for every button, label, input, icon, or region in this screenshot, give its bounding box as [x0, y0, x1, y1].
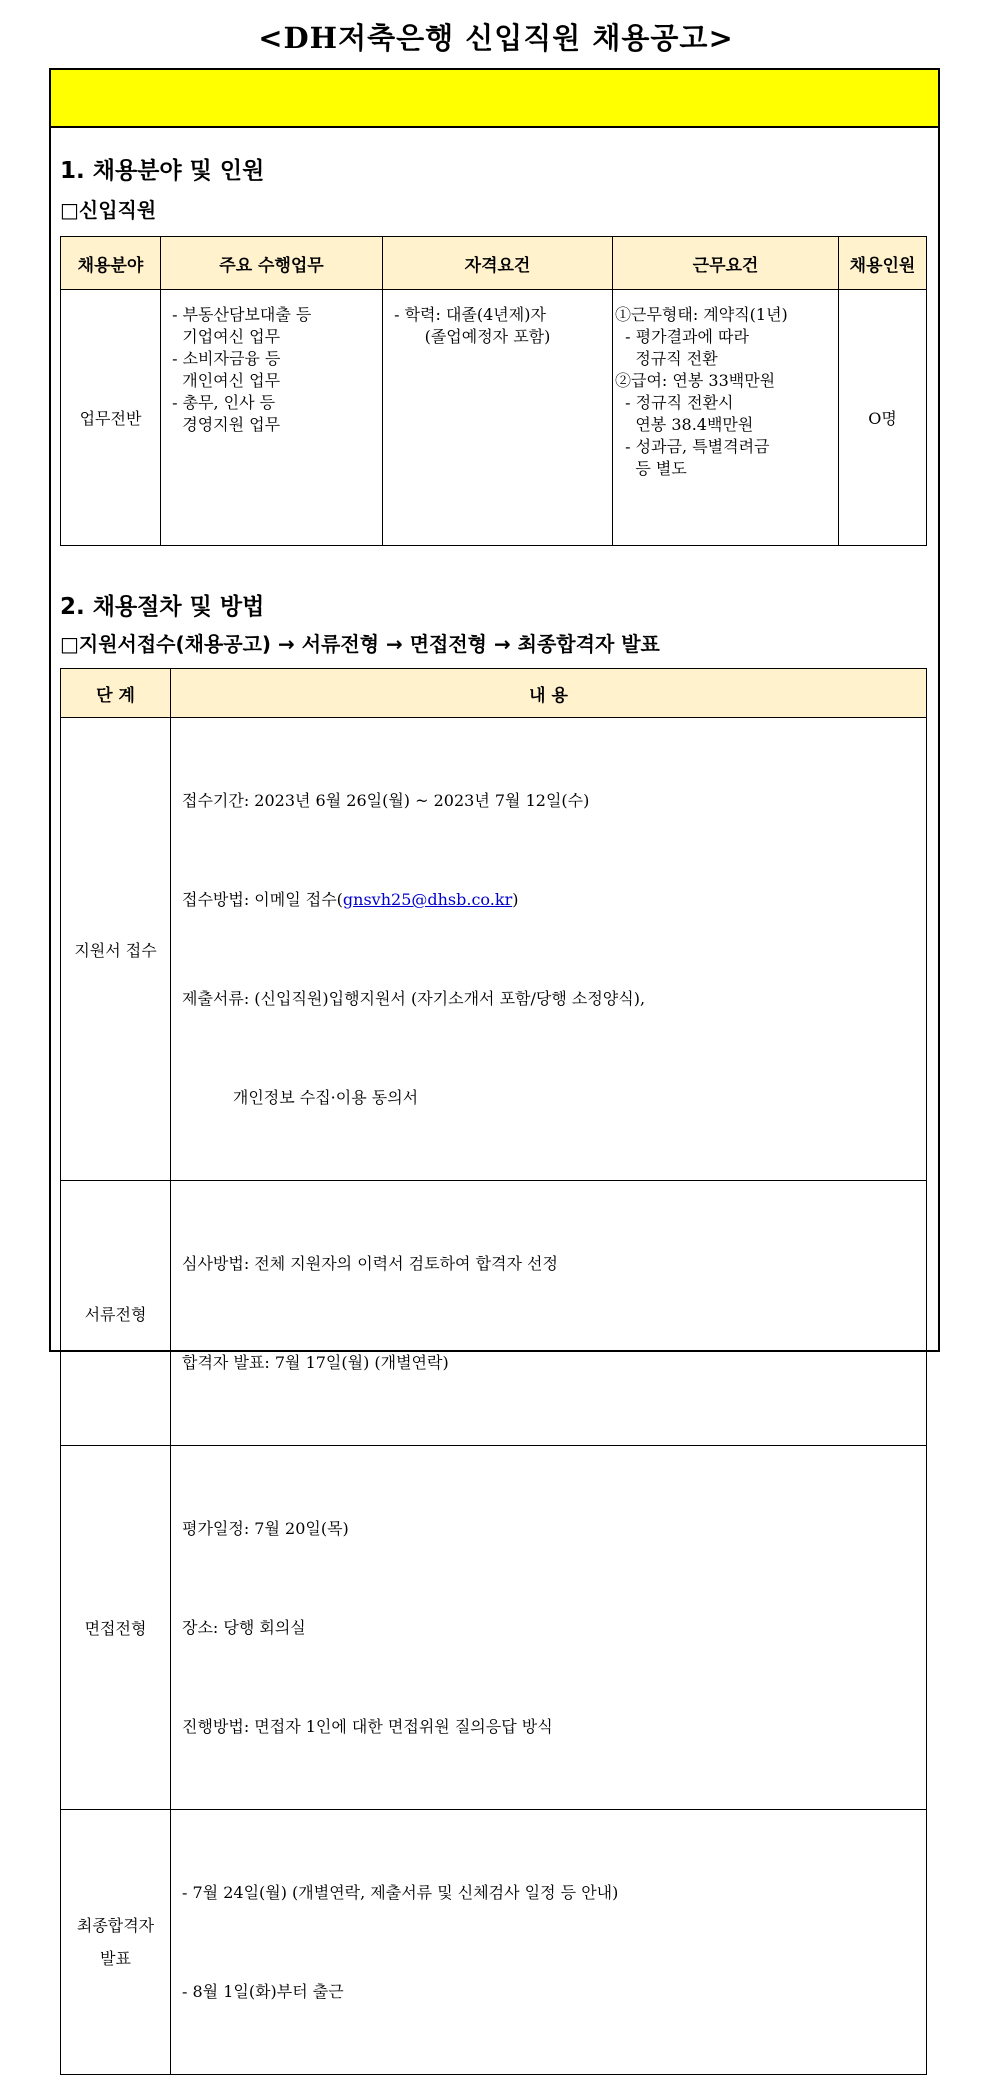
condition-line: ①근무형태: 계약직(1년) — [615, 305, 788, 324]
condition-line: - 평가결과에 따라 — [615, 327, 749, 346]
qualifications-cell — [383, 290, 613, 546]
header-conditions: 근무요건 — [613, 237, 839, 290]
section1-heading: 1. 채용분야 및 인원 — [60, 158, 265, 184]
header-headcount: 채용인원 — [839, 237, 927, 290]
duty-line: 개인여신 업무 — [167, 371, 281, 390]
content-text: 접수방법: 이메일 접수( — [182, 890, 343, 909]
content-text: ) — [512, 890, 519, 909]
section2-heading: 2. 채용절차 및 방법 — [60, 594, 265, 620]
stage-interview: 면접전형 — [61, 1446, 171, 1810]
recruitment-table — [60, 236, 927, 546]
content-line: 합격자 발표: 7월 17일(월) (개별연락) — [182, 1353, 449, 1372]
content-line: 심사방법: 전체 지원자의 이력서 검토하여 합격자 선정 — [182, 1254, 558, 1273]
condition-line: - 정규직 전환시 — [615, 393, 734, 412]
content-line: - 8월 1일(화)부터 출근 — [182, 1982, 344, 2001]
content-line: 진행방법: 면접자 1인에 대한 면접위원 질의응답 방식 — [182, 1717, 553, 1736]
content-line: 접수기간: 2023년 6월 26일(월) ~ 2023년 7월 12일(수) — [182, 791, 590, 810]
header-duties: 주요 수행업무 — [161, 237, 383, 290]
stage-final-announcement — [61, 1810, 171, 2075]
highlight-banner — [51, 70, 938, 128]
content-line — [182, 883, 926, 916]
stage-document-screening: 서류전형 — [61, 1181, 171, 1446]
page-title: <DH저축은행 신입직원 채용공고> — [258, 21, 734, 55]
interview-content — [171, 1446, 927, 1810]
duty-line: - 소비자금융 등 — [167, 349, 281, 368]
condition-line: ②급여: 연봉 33백만원 — [615, 371, 776, 390]
content-line: - 7월 24일(월) (개별연락, 제출서류 및 신체검사 일정 등 안내) — [182, 1883, 619, 1902]
duty-line: - 부동산담보대출 등 — [167, 305, 312, 324]
section2-subheading: □지원서접수(채용공고) → 서류전형 → 면접전형 → 최종합격자 발표 — [60, 632, 660, 656]
condition-line: 등 별도 — [615, 459, 687, 478]
stage-application: 지원서 접수 — [61, 718, 171, 1181]
content-line: 개인정보 수집·이용 동의서 — [182, 1088, 419, 1107]
duties-cell — [161, 290, 383, 546]
condition-line: 연봉 38.4백만원 — [615, 415, 754, 434]
procedure-table — [60, 668, 927, 2075]
content-line: 평가일정: 7월 20일(목) — [182, 1519, 349, 1538]
stage-label: 최종합격자 — [76, 1916, 155, 1935]
field-cell: 업무전반 — [61, 290, 161, 546]
document-screening-content — [171, 1181, 927, 1446]
content-line: 장소: 당행 회의실 — [182, 1618, 306, 1637]
headcount-cell: O명 — [839, 290, 927, 546]
final-announcement-content — [171, 1810, 927, 2075]
qualification-line: - 학력: 대졸(4년제)자 — [389, 305, 546, 324]
condition-line: - 성과금, 특별격려금 — [615, 437, 770, 456]
qualification-line: (졸업예정자 포함) — [389, 327, 551, 346]
email-link[interactable]: gnsvh25@dhsb.co.kr — [342, 890, 513, 909]
conditions-cell — [613, 290, 839, 546]
stage-label: 발표 — [100, 1949, 131, 1968]
header-stage: 단 계 — [61, 669, 171, 718]
content-line: 제출서류: (신입직원)입행지원서 (자기소개서 포함/당행 소정양식), — [182, 989, 646, 1008]
duty-line: 경영지원 업무 — [167, 415, 281, 434]
header-content: 내 용 — [171, 669, 927, 718]
duty-line: 기업여신 업무 — [167, 327, 281, 346]
condition-line: 정규직 전환 — [615, 349, 718, 368]
header-qualifications: 자격요건 — [383, 237, 613, 290]
application-content — [171, 718, 927, 1181]
header-field: 채용분야 — [61, 237, 161, 290]
section1-subheading: □신입직원 — [60, 198, 157, 222]
duty-line: - 총무, 인사 등 — [167, 393, 276, 412]
